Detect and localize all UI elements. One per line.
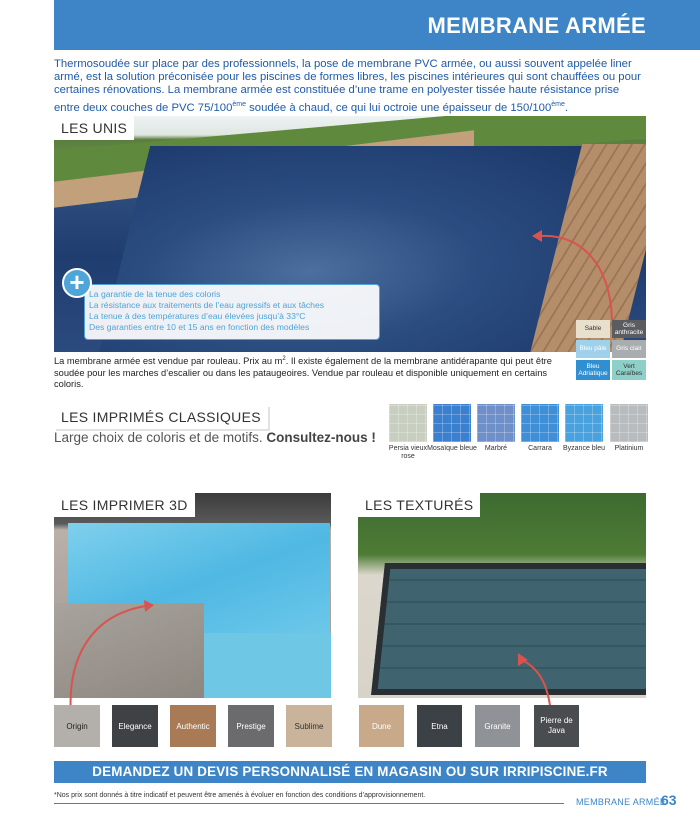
- pattern-byzance-icon: [565, 404, 603, 442]
- textured-pool-photo: [358, 493, 646, 698]
- swatch-sable: Sable: [576, 320, 610, 338]
- tile-sublime: Sublime: [286, 705, 332, 747]
- benefits-box: [84, 284, 380, 340]
- intro-text-2: soudée à chaud, ce qui lui octroie une épaisseur de 150/100: [246, 101, 552, 114]
- tile-granite: Granite: [475, 705, 520, 747]
- tile-authentic: Authentic: [170, 705, 216, 747]
- pattern-label: Marbré: [484, 445, 508, 452]
- classic-pattern-row: [382, 404, 652, 464]
- benefit-item: La tenue à des températures d’eau élevées jusqu’à 33°C: [89, 311, 306, 321]
- classiques-text-bold: Consultez-nous !: [266, 430, 376, 445]
- section-label-textures: LES TEXTURÉS: [358, 493, 480, 517]
- tile-etna: Etna: [417, 705, 462, 747]
- pattern-marbre-icon: [477, 404, 515, 442]
- tile-elegance: Elegance: [112, 705, 158, 747]
- pattern-carrara-icon: [521, 404, 559, 442]
- swatch-bleu-adriatique: Bleu Adriatique: [576, 360, 610, 380]
- plain-note: [54, 354, 554, 390]
- page-title: MEMBRANE ARMÉE: [427, 13, 646, 38]
- plus-icon: +: [62, 268, 92, 298]
- header-band: [54, 0, 700, 50]
- pattern-label: Mosaïque bleue: [427, 445, 477, 452]
- pointer-arrow-icon: [530, 222, 620, 322]
- page-number: 63: [661, 792, 677, 808]
- plain-swatch-grid: [576, 318, 646, 380]
- pattern-platinium-icon: [610, 404, 648, 442]
- pattern-label: Carrara: [528, 445, 552, 452]
- swatch-bleu-pale: Bleu pâle: [576, 340, 610, 358]
- intro-paragraph: [54, 58, 646, 115]
- benefit-item: Des garanties entre 10 et 15 ans en fonction des modèles: [89, 322, 310, 332]
- benefit-item: La garantie de la tenue des coloris: [89, 289, 221, 299]
- pattern-persia-icon: [389, 404, 427, 442]
- pattern-label: Byzance bleu: [562, 445, 606, 452]
- tile-dune: Dune: [359, 705, 404, 747]
- classiques-text-main: Large choix de coloris et de motifs.: [54, 430, 267, 445]
- swatch-vert-caraibes: Vert Caraïbes: [612, 360, 646, 380]
- section-label-3d: LES IMPRIMER 3D: [54, 493, 195, 517]
- section-label-classiques: LES IMPRIMÉS CLASSIQUES: [54, 405, 268, 429]
- intro-text-3: .: [564, 101, 569, 114]
- plain-note-b: . Il existe également de la membrane antidérapante qui peut être soudée pour les marches d’escalier ou dans les pataugeoires. Vendue par rouleau et disponible uniquement en certains coloris.: [54, 356, 552, 389]
- plain-note-a: La membrane armée est vendue par rouleau. Prix au m: [54, 356, 283, 367]
- footer-section-name: MEMBRANE ARMÉE: [576, 797, 667, 807]
- swatch-gris-anthracite: Gris anthracite: [612, 320, 646, 338]
- benefit-item: La résistance aux traitements de l’eau agressifs et aux tâches: [89, 300, 325, 310]
- cta-banner: DEMANDEZ UN DEVIS PERSONNALISÉ EN MAGASIN OU SUR IRRIPISCINE.FR: [54, 761, 646, 783]
- section-label-unis: LES UNIS: [54, 116, 134, 140]
- intro-text-1: Thermosoudée sur place par des professionnels, la pose de membrane PVC armée, ou aussi souvent appelée liner armé, est la solution préconisée pour les piscines de formes libres, les piscines intérieures qui sont chauffées ou pour certaines rénovations. La membrane armée est constituée d’une trame en polyester tissée haute résistance prise entre deux couches de PVC 75/100: [54, 58, 641, 114]
- intro-sup-2: ème: [551, 100, 565, 108]
- intro-sup-1: ème: [232, 100, 246, 108]
- tile-prestige: Prestige: [228, 705, 274, 747]
- plain-note-sup: 2: [282, 356, 286, 362]
- swatch-gris-clair: Gris clair: [612, 340, 646, 358]
- tile-pierre-de-java: Pierre de Java: [534, 705, 579, 747]
- tile-origin: Origin: [54, 705, 100, 747]
- pattern-mosaique-icon: [433, 404, 471, 442]
- pattern-label: Persia vieux rose: [388, 445, 428, 460]
- pattern-label: Platinium: [614, 445, 644, 452]
- footer-disclaimer: *Nos prix sont donnés à titre indicatif et peuvent être amenés à évoluer en fonction des conditions d’approvisionnement.: [54, 792, 564, 804]
- classiques-text: [54, 430, 376, 445]
